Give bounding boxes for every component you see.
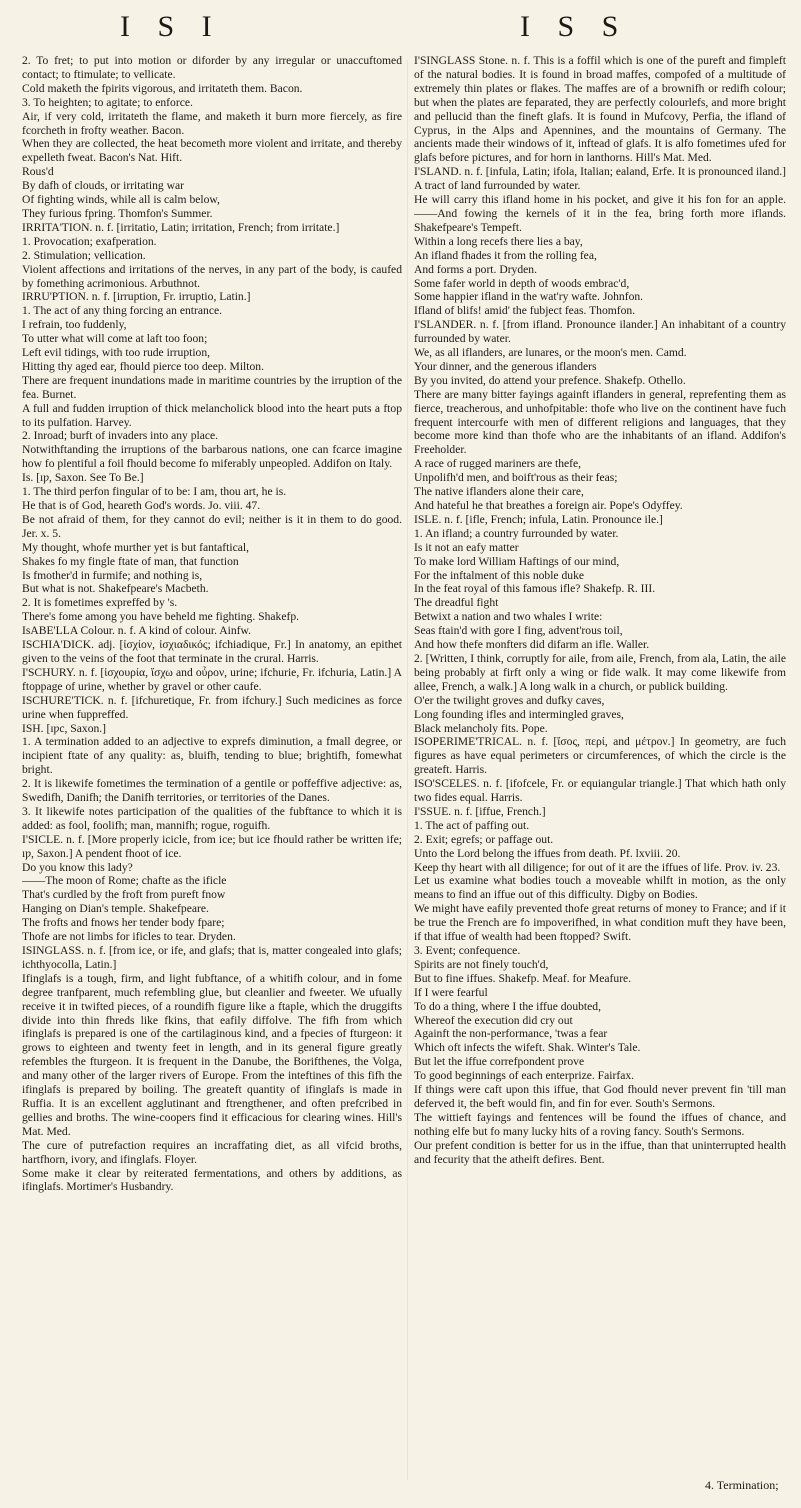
entry-line: But to fine iffues. Shakefp. Meaf. for Meafure. — [414, 971, 632, 985]
entry-line: Within a long recefs there lies a bay, — [414, 234, 583, 248]
entry-line: Hanging on Dian's temple. Shakefpeare. — [22, 902, 209, 916]
entry-line: I'SLANDER. n. f. [from ifland. Pronounce ilander.] An inhabitant of a country furrounded by water. — [414, 318, 786, 346]
entry-line: 2. [Written, I think, corruptly for aile, from aile, French, from ala, Latin, the aile being probably at firft only a wing or fide walk. It may come likewife from allee, French, a walk.] A long walk in a church, or publick building. — [414, 651, 786, 693]
running-head-left: I S I — [120, 10, 222, 43]
entry-line: 2. Stimulation; vellication. — [22, 248, 146, 262]
entry-line: 1. A termination added to an adjective to exprefs diminution, a fmall degree, or incipient ftate of any quality: as, bluifh, tending to blue; brightifh, fomewhat bright. — [22, 735, 402, 777]
entry-line: Some make it clear by reiterated fermentations, and others by additions, as ifinglafs. Mortimer's Husbandry. — [22, 1166, 402, 1194]
entry-line: Left evil tidings, with too rude irruption, — [22, 346, 211, 360]
entry-line: ISINGLASS. n. f. [from ice, or ife, and glafs; that is, matter congealed into glafs; ichthyocolla, Latin.] — [22, 944, 402, 971]
entry-line: Do you know this lady? — [22, 860, 133, 874]
entry-line: I'SCHURY. n. f. [ἰσχουρία, ἴσχω and οὖρον, urine; ifchurie, Fr. ifchuria, Latin.] A ftoppage of urine, whether by gravel or other caufe. — [22, 665, 402, 693]
entry-line: Unto the Lord belong the iffues from death. Pf. lxviii. 20. — [414, 846, 681, 860]
right-column — [414, 54, 786, 1494]
entry-line: 1. The third perfon fingular of to be: I am, thou art, he is. — [22, 485, 287, 499]
entry-line: I refrain, too fuddenly, — [22, 318, 127, 332]
entry-line: IRRU'PTION. n. f. [irruption, Fr. irruptio, Latin.] — [22, 290, 251, 304]
entry-line: Is. [ıƿ, Saxon. See To Be.] — [22, 471, 144, 485]
entry-line: A full and fudden irruption of thick melancholick blood into the heart puts a ftop to its pulfation. Harvey. — [22, 401, 402, 429]
entry-line: 1. Provocation; exafperation. — [22, 234, 157, 248]
entry-line: He will carry this ifland home in his pocket, and give it his fon for an apple.——And fowing the kernels of it in the fea, bring forth more iflands. Shakefpeare's Tempeft. — [414, 193, 786, 234]
entry-line: Let us examine what bodies touch a moveable whilft in motion, as the only means to find an iffue out of this difficulty. Digby on Bodies. — [414, 874, 786, 902]
entry-line: By you invited, do attend your prefence. Shakefp. Othello. — [414, 373, 686, 387]
entry-line: IRRITA'TION. n. f. [irritatio, Latin; irritation, French; from irritate.] — [22, 220, 340, 234]
entry-line: 3. It likewife notes participation of the qualities of the fubftance to which it is added: as fool, foolifh; man, mannifh; rogue, roguifh. — [22, 804, 402, 832]
entry-line: Keep thy heart with all diligence; for out of it are the iffues of life. Prov. iv. 23. — [414, 860, 781, 874]
entry-line: And hateful he that breathes a foreign air. Pope's Odyffey. — [414, 499, 683, 512]
entry-line: 3. To heighten; to agitate; to enforce. — [22, 95, 193, 109]
entry-line: To make lord William Haftings of our mind, — [414, 554, 620, 568]
entry-line: Is it not an eafy matter — [414, 540, 519, 554]
entry-line: Some fafer world in depth of woods embrac'd, — [414, 276, 630, 290]
entry-line: 3. Event; confequence. — [414, 944, 521, 957]
entry-line: The dreadful fight — [414, 596, 499, 610]
entry-line: Againft the non-performance, 'twas a fear — [414, 1027, 608, 1041]
entry-line: Which oft infects the wifeft. Shak. Winter's Tale. — [414, 1041, 641, 1055]
entry-line: Your dinner, and the generous iflanders — [414, 359, 597, 373]
entry-line: 1. The act of paffing out. — [414, 818, 530, 832]
entry-line: Air, if very cold, irritateth the flame, and maketh it burn more fiercely, as fire fcorcheth in frofty weather. Bacon. — [22, 109, 402, 137]
entry-line: Unpolifh'd men, and boift'rous as their feas; — [414, 471, 618, 485]
entry-line: ISLE. n. f. [ifle, French; infula, Latin. Pronounce ile.] — [414, 512, 663, 526]
running-head-right: I S S — [520, 10, 629, 43]
entry-line: ISO'SCELES. n. f. [ifofcele, Fr. or equiangular triangle.] That which hath only two fides equal. Harris. — [414, 777, 786, 805]
entry-line: Ifinglafs is a tough, firm, and light fubftance, of a whitifh colour, and in fome degree tranfparent, much refembling glue, but cleanlier and fweeter. We ufually receive it in twifted pieces, of a roundifh figure like a ftaple, which the druggifts divide into thin fhreds like fkins, that eafily diffolve. The fifh from which ifinglafs is prepared is one of the cartilaginous kind, and a fpecies of fturgeon: it grows to eighteen and twenty feet in length, and in its general figure greatly refembles the fturgeon. It is frequent in the Danube, the Borifthenes, the Volga, and many other of the larger rivers of Europe. From the inteftines of this fifh the ifinglafs is prepared by boiling. The greateft quantity of ifinglafs is made in Ruffia. It is an excellent agglutinant and ftrengthener, and often prefcribed in gellies and broths. The wine-coopers find it efficacious for clearing wines. Hill's Mat. Med. — [22, 971, 402, 1138]
entry-line: 2. It is fometimes expreffed by 's. — [22, 596, 178, 610]
entry-line: 1. The act of any thing forcing an entrance. — [22, 304, 223, 318]
entry-line: ISH. [ıƿc, Saxon.] — [22, 721, 107, 735]
entry-line: Ifland of blifs! amid' the fubject feas. Thomfon. — [414, 304, 636, 318]
entry-line: To utter what will come at laft too foon; — [22, 332, 208, 346]
entry-line: A race of rugged mariners are thefe, — [414, 457, 582, 471]
entry-line: Thofe are not limbs for ificles to tear. Dryden. — [22, 930, 236, 944]
entry-line: IsABE'LLA Colour. n. f. A kind of colour. Ainfw. — [22, 624, 252, 638]
entry-line: We might have eafily prevented thofe great returns of money to France; and if it be true the French are fo impoverifhed, in what condition muft they have been, if that iffue of wealth had been ftopped? Swift. — [414, 902, 786, 944]
entry-line: Some happier ifland in the wat'ry wafte. Johnfon. — [414, 290, 644, 304]
entry-line: But what is not. Shakefpeare's Macbeth. — [22, 582, 209, 596]
entry-line: O'er the twilight groves and dufky caves, — [414, 693, 605, 707]
entry-line: When they are collected, the heat becometh more violent and irritate, and thereby expelleth fweat. Bacon's Nat. Hift. — [22, 137, 402, 165]
entry-line: But let the iffue correfpondent prove — [414, 1055, 585, 1069]
entry-line: There are many bitter fayings againft iflanders in general, reprefenting them as fierce, treacherous, and unhofpitable: thofe who live on the continent have fuch frequent intercourfe with men of different religions and languages, that they become more kind than thofe who are the inhabitants of an ifland. Addifon's Freeholder. — [414, 387, 786, 457]
entry-line: 2. Exit; egrefs; or paffage out. — [414, 832, 554, 846]
entry-line: And forms a port. Dryden. — [414, 262, 537, 276]
entry-line: An ifland fhades it from the rolling fea, — [414, 248, 597, 262]
entry-line: Spirits are not finely touch'd, — [414, 957, 549, 971]
entry-line: Be not afraid of them, for they cannot do evil; neither is it in them to do good. Jer. x. 5. — [22, 512, 402, 540]
entry-line: In the feat royal of this famous ifle? Shakefp. R. III. — [414, 582, 656, 596]
entry-line: I'SLAND. n. f. [infula, Latin; ifola, Italian; ealand, Erfe. It is pronounced iland.] A tract of land furrounded by water. — [414, 165, 786, 193]
entry-line: That's curdled by the froft from pureft fnow — [22, 888, 226, 902]
entry-line: If things were caft upon this iffue, that God fhould never prevent fin 'till man deferved it, the beft would fin, and fin for ever. South's Sermons. — [414, 1083, 786, 1110]
entry-line: ISOPERIME'TRICAL. n. f. [ἴσος, περί, and μέτρον.] In geometry, are fuch figures as have equal perimeters or circumferences, of which the circle is the greateft. Harris. — [414, 735, 786, 777]
entry-line: The wittieft fayings and fentences will be found the iffues of chance, and nothing elfe but fo many lucky hits of a roving fancy. South's Sermons. — [414, 1110, 786, 1138]
entry-line: 1. An ifland; a country furrounded by water. — [414, 526, 619, 540]
entry-line: Black melancholy fits. Pope. — [414, 721, 548, 735]
entry-line: Hitting thy aged ear, fhould pierce too deep. Milton. — [22, 359, 264, 373]
entry-line: We, as all iflanders, are lunares, or the moon's men. Camd. — [414, 346, 687, 360]
entry-line: And how thefe monfters did difarm an ifle. Waller. — [414, 638, 650, 652]
entry-line: ——The moon of Rome; chafte as the ificle — [22, 874, 227, 888]
entry-line: I'SICLE. n. f. [More properly icicle, from ice; but ice fhould rather be written ife; ıƿ, Saxon.] A pendent fhoot of ice. — [22, 832, 402, 860]
entry-line: They furious fpring. Thomfon's Summer. — [22, 206, 213, 220]
entry-line: 2. To fret; to put into motion or diforder by any irregular or unaccuftomed contact; to ftimulate; to vellicate. — [22, 54, 402, 81]
entry-line: I'SINGLASS Stone. n. f. This is a foffil which is one of the pureft and fimpleft of the natural bodies. It is found in broad maffes, compofed of a multitude of extremely thin plates or flakes. The maffes are of a brownifh or redifh colour; but when the plates are feparated, they are perfectly colourlefs, and more bright and pellucid than the fineft glafs. It is found in Mufcovy, Perfia, the ifland of Cyprus, in the Alps and Apennines, and the mountains of Germany. The ancients made their windows of it, inftead of glafs. It is alfo fometimes ufed for glafs before pictures, and for horn in lanthorns. Hill's Mat. Med. — [414, 54, 786, 165]
entry-line: Is fmother'd in furmife; and nothing is, — [22, 568, 203, 582]
entry-line: If I were fearful — [414, 985, 488, 999]
entry-line: I'SSUE. n. f. [iffue, French.] — [414, 804, 546, 818]
running-head — [0, 10, 801, 50]
catchword: 4. Termination; — [705, 1478, 779, 1492]
entry-line: There are frequent inundations made in maritime countries by the irruption of the fea. Burnet. — [22, 373, 402, 401]
left-column — [22, 54, 402, 1494]
entry-line: For the inftalment of this noble duke — [414, 568, 585, 582]
entry-line: He that is of God, heareth God's words. Jo. viii. 47. — [22, 499, 261, 512]
entry-line: Betwixt a nation and two whales I write: — [414, 610, 603, 624]
entry-line: Violent affections and irritations of the nerves, in any part of the body, is caufed by fomething acrimonious. Arbuthnot. — [22, 262, 402, 290]
entry-line: By dafh of clouds, or irritating war — [22, 179, 184, 193]
entry-line: The cure of putrefaction requires an incraffating diet, as all vifcid broths, hartfhorn, ivory, and ifinglafs. Floyer. — [22, 1138, 402, 1166]
entry-line: Whereof the execution did cry out — [414, 1013, 573, 1027]
entry-line: Long founding ifles and intermingled graves, — [414, 707, 624, 721]
entry-line: ISCHIA'DICK. adj. [ἰσχίον, ἰσχιαδικός; ifchiadique, Fr.] In anatomy, an epithet given to the veins of the foot that terminate in the crural. Harris. — [22, 638, 402, 665]
entry-line: Cold maketh the fpirits vigorous, and irritateth them. Bacon. — [22, 81, 303, 95]
entry-line: To do a thing, where I the iffue doubted, — [414, 999, 601, 1013]
entry-line: There's fome among you have beheld me fighting. Shakefp. — [22, 610, 300, 624]
entry-line: My thought, whofe murther yet is but fantaftical, — [22, 540, 249, 554]
entry-line: Our prefent condition is better for us in the iffue, than that uninterrupted health and fecurity that the atheift defires. Bent. — [414, 1138, 786, 1166]
entry-line: To good beginnings of each enterprize. Fairfax. — [414, 1069, 635, 1083]
column-divider — [407, 60, 408, 1480]
entry-line: The frofts and fnows her tender body fpare; — [22, 916, 225, 930]
entry-line: Seas ftain'd with gore I fing, advent'rous toil, — [414, 624, 623, 638]
entry-line: ISCHURE'TICK. n. f. [ifchuretique, Fr. from ifchury.] Such medicines as force urine when fuppreffed. — [22, 693, 402, 721]
entry-line: Notwithftanding the irruptions of the barbarous nations, one can fcarce imagine how fo plentiful a foil fhould become fo miferably unpeopled. Addifon on Italy. — [22, 443, 402, 471]
entry-line: 2. It is likewife fometimes the termination of a gentile or poffeffive adjective: as, Swedifh, Danifh; the Danifh territories, or territories of the Danes. — [22, 777, 402, 805]
entry-line: Shakes fo my fingle ftate of man, that function — [22, 554, 239, 568]
entry-line: Of fighting winds, while all is calm below, — [22, 193, 220, 207]
entry-line: The native iflanders alone their care, — [414, 485, 584, 499]
entry-line: Rous'd — [22, 165, 54, 179]
entry-line: 2. Inroad; burft of invaders into any place. — [22, 429, 219, 443]
